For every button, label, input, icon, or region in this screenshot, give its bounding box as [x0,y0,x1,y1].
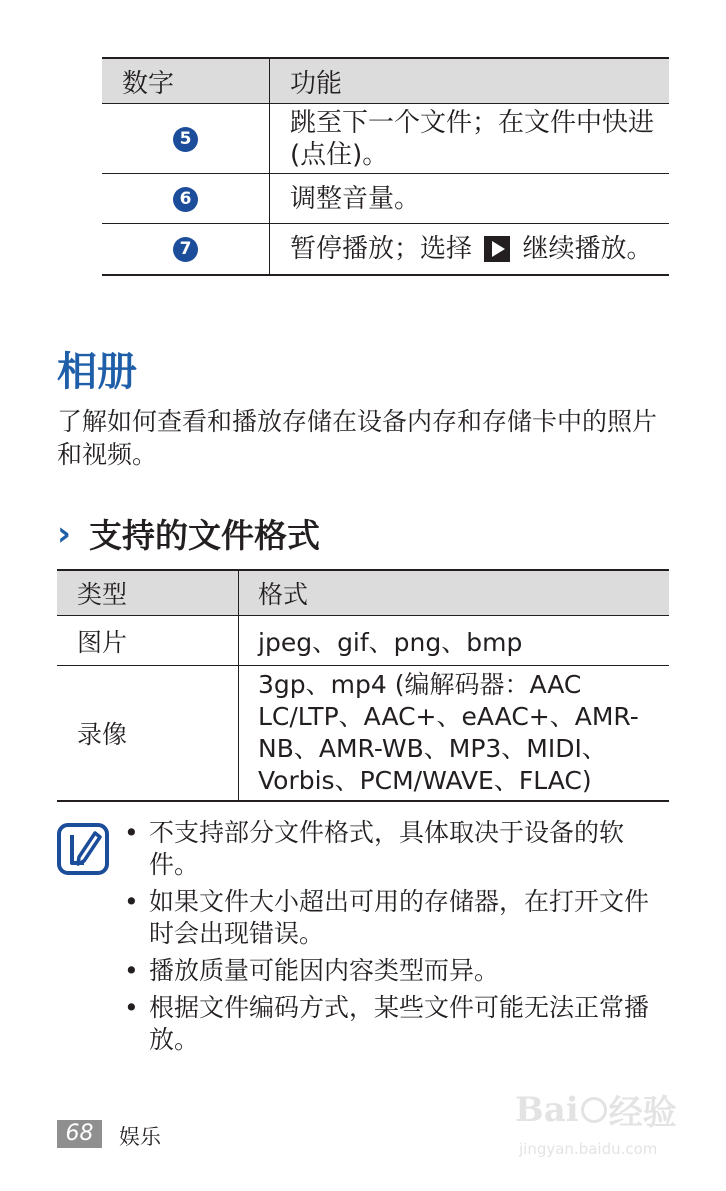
paw-icon [581,1097,607,1123]
column-header-number: 数字 [102,58,270,104]
table-header-row [57,570,669,616]
type-cell: 录像 [57,666,239,802]
section-intro: 了解如何查看和播放存储在设备内存和存储卡中的照片和视频。 [57,407,658,469]
column-header-function: 功能 [270,58,670,104]
table-row [57,616,669,666]
format-cell: 3gp、mp4 (编解码器：AAC LC/LTP、AAC+、eAAC+、AMR-NB、AMR-WB、MP3、MIDI、Vorbis、PCM/WAVE、FLAC) [239,666,670,802]
subsection-title-text: 支持的文件格式 [89,516,321,555]
column-header-format: 格式 [239,570,670,616]
supported-format-table [57,569,669,802]
function-text-part: 继续播放。 [522,234,653,264]
function-text: 调整音量。 [270,174,670,224]
section-title: 相册 [57,349,137,395]
watermark-logo: Bai 经验 [515,1089,677,1133]
chevron-right-icon: › [57,513,72,554]
function-text-part: 暂停播放；选择 [290,234,473,264]
table-row [57,666,669,802]
type-cell: 图片 [57,616,239,666]
function-text: 跳至下一个文件；在文件中快进 (点住)。 [270,104,670,174]
footer-section-name: 娱乐 [119,1125,161,1149]
page-number: 68 [57,1120,102,1148]
function-text [270,224,670,276]
button-function-table [102,57,669,276]
number-badge: 6 [173,187,198,212]
table-row [102,104,669,174]
table-row [102,224,669,276]
list-item: • 播放质量可能因内容类型而异。 [122,955,667,987]
column-header-type: 类型 [57,570,239,616]
format-cell: jpeg、gif、png、bmp [239,616,670,666]
list-item: • 根据文件编码方式，某些文件可能无法正常播放。 [122,992,667,1056]
subsection-title [57,510,320,557]
watermark-url: jingyan.baidu.com [519,1140,658,1158]
note-pencil-icon [57,823,109,875]
table-header-row [102,58,669,104]
note-list [122,817,667,1061]
list-item: • 如果文件大小超出可用的存储器，在打开文件时会出现错误。 [122,886,667,950]
list-item: • 不支持部分文件格式，具体取决于设备的软件。 [122,817,667,881]
table-row [102,174,669,224]
play-icon [484,236,510,262]
number-badge: 5 [173,127,198,152]
number-badge: 7 [173,237,198,262]
baidu-watermark [515,1085,685,1165]
